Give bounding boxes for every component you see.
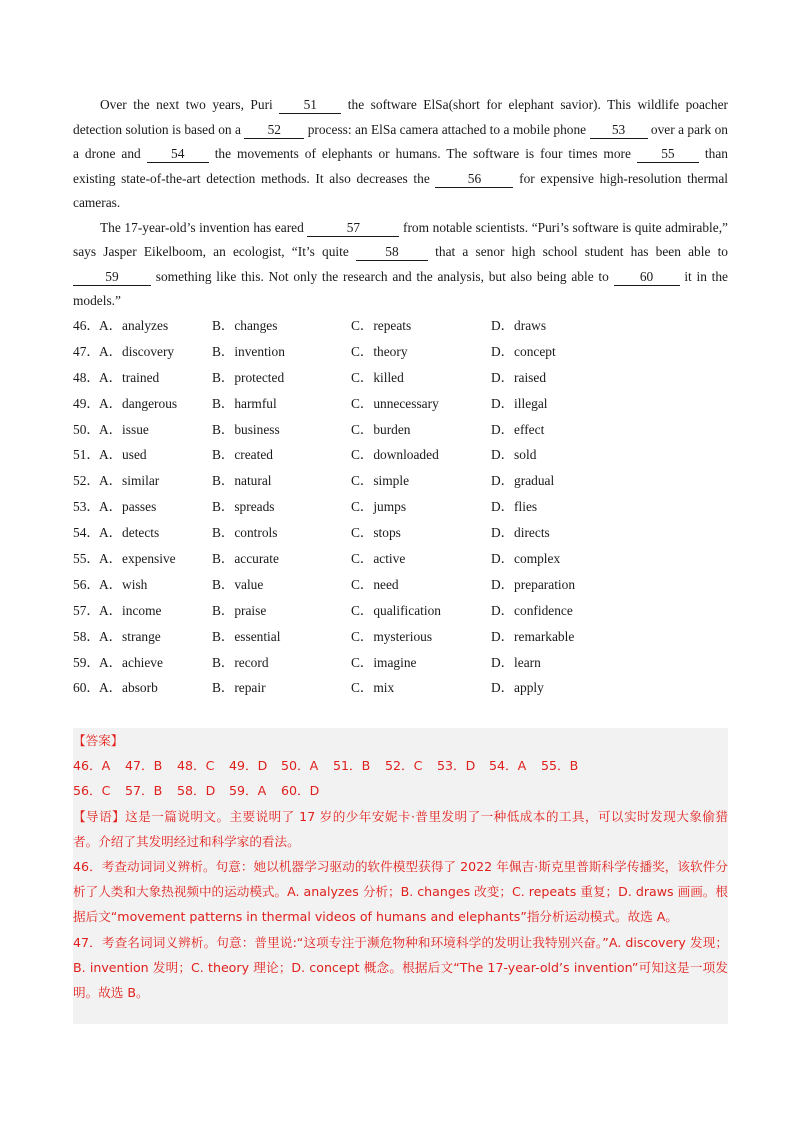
question-number: 51． <box>73 447 100 463</box>
option-d: D．gradual <box>491 473 555 489</box>
option-d: D．draws <box>491 318 547 333</box>
option-a: A．wish <box>99 576 148 592</box>
option-d: D．sold <box>491 447 537 463</box>
explanation-47: 47．考查名词词义辨析。句意：普里说:“这项专注于濒危物种和环境科学的发明让我特别兴奋。”A. discovery 发现；B. invention 发明；C. theory 理论；D. concept 概念。根据后文“The 17-year-old’s invention”可知这是一项发明。故选 B。 <box>73 934 728 1001</box>
question-number: 52． <box>73 473 100 489</box>
question-row <box>73 391 733 417</box>
option-a: A．expensive <box>99 551 176 567</box>
passage-paragraph-2 <box>73 216 728 314</box>
blank-59: 59 <box>73 269 151 286</box>
option-b: B．spreads <box>212 499 275 515</box>
option-c: C．mix <box>351 680 395 696</box>
option-a: A．achieve <box>99 654 163 670</box>
question-number: 58． <box>73 628 100 644</box>
blank-58: 58 <box>356 244 428 261</box>
answer-key: 50．A <box>281 758 319 774</box>
answer-key: 48．C <box>177 758 215 774</box>
question-row <box>73 365 733 391</box>
option-b: B．record <box>212 654 269 670</box>
option-c: C．mysterious <box>351 628 433 644</box>
question-number: 48． <box>73 369 100 385</box>
option-d: D．directs <box>491 525 550 541</box>
passage-text: something like this. Not only the research and the analysis, but also being able to <box>155 268 609 284</box>
option-c: C．killed <box>351 369 404 385</box>
answer-key-row-1 <box>73 753 728 778</box>
option-a: A．issue <box>99 421 149 437</box>
question-number: 47． <box>73 343 100 359</box>
question-row <box>73 572 733 598</box>
option-a: A．passes <box>99 499 157 515</box>
option-a: A．income <box>99 602 162 618</box>
explanation-46: 46．考查动词词义辨析。句意：她以机器学习驱动的软件模型获得了 2022 年佩吉·斯克里普斯科学传播奖，该软件分析了人类和大象热视频中的运动模式。A. analyzes 分析；B. changes 改变；C. repeats 重复；D. draws 画画。根据后文“movement patterns in thermal videos of humans and elephants”指分析运动模式。故选 A。 <box>73 859 728 925</box>
option-c: C．burden <box>351 421 411 437</box>
blank-52: 52 <box>244 122 304 139</box>
option-a: A．discovery <box>99 343 175 359</box>
option-b: B．natural <box>212 473 272 489</box>
question-row <box>73 339 733 365</box>
option-d: D．effect <box>491 421 545 437</box>
blank-55: 55 <box>637 146 699 163</box>
passage-text: over a park on a drone and <box>73 121 728 161</box>
option-c: C．need <box>351 576 399 592</box>
blank-56: 56 <box>435 171 513 188</box>
option-d: D．concept <box>491 343 556 359</box>
question-number: 54． <box>73 525 100 541</box>
question-row <box>73 468 733 494</box>
option-a: A．strange <box>99 628 161 644</box>
passage-text: Over the next two years, Puri <box>100 97 273 112</box>
question-number: 59． <box>73 654 100 670</box>
option-b: B．accurate <box>212 551 279 567</box>
option-d: D．remarkable <box>491 628 575 644</box>
question-number: 53． <box>73 499 100 515</box>
question-row <box>73 650 733 676</box>
question-row <box>73 598 733 624</box>
answer-key: 53．D <box>437 758 476 774</box>
question-row <box>73 675 733 701</box>
question-row <box>73 520 733 546</box>
option-b: B．value <box>212 576 264 592</box>
answer-key: 49．D <box>229 758 268 774</box>
option-d: D．illegal <box>491 395 548 411</box>
question-number: 60． <box>73 680 100 696</box>
question-number: 57． <box>73 602 100 618</box>
blank-60: 60 <box>614 269 680 286</box>
option-a: A．similar <box>99 473 160 489</box>
option-c: C．simple <box>351 473 410 489</box>
option-d: D．confidence <box>491 602 573 618</box>
question-row <box>73 442 733 468</box>
option-c: C．stops <box>351 525 401 541</box>
answer-key: 47．B <box>125 758 163 774</box>
option-b: B．business <box>212 421 280 437</box>
question-row <box>73 546 733 572</box>
option-d: D．complex <box>491 551 561 567</box>
option-c: C．repeats <box>351 318 412 333</box>
question-row <box>73 417 733 443</box>
blank-51: 51 <box>279 97 341 114</box>
option-a: A．detects <box>99 525 160 541</box>
blank-54: 54 <box>147 146 209 163</box>
passage-text: it in the models.” <box>73 268 728 308</box>
option-a: A．absorb <box>99 680 158 696</box>
cloze-passage <box>73 93 728 314</box>
option-b: B．praise <box>212 602 267 618</box>
passage-text: the software ElSa(short for elephant savior). This wildlife poacher detection solution is based on a <box>73 97 728 137</box>
passage-text: process: an ElSa camera attached to a mobile phone <box>307 121 587 137</box>
answer-key: 51．B <box>333 758 371 774</box>
option-b: B．changes <box>212 318 278 333</box>
option-c: C．active <box>351 551 406 567</box>
question-row <box>73 624 733 650</box>
passage-text: for expensive high-resolution thermal cameras. <box>73 170 729 210</box>
option-c: C．unnecessary <box>351 395 439 411</box>
passage-text: than existing state-of-the-art detection methods. It also decreases the <box>73 146 728 186</box>
option-b: B．protected <box>212 369 285 385</box>
answer-key: 52．C <box>385 758 423 774</box>
option-a: A．dangerous <box>99 395 178 411</box>
answer-guide: 【导语】这是一篇说明文。主要说明了 17 岁的少年安妮卡·普里发明了一种低成本的工具，可以实时发现大象偷猎者。介绍了其发明经过和科学家的看法。 <box>73 808 728 849</box>
option-a: A．used <box>99 447 147 463</box>
option-b: B．harmful <box>212 395 277 411</box>
option-d: D．raised <box>491 369 547 385</box>
option-c: C．qualification <box>351 602 441 618</box>
passage-text: The 17-year-old’s invention has eared <box>100 219 304 235</box>
answer-key-row-2 <box>73 778 728 803</box>
option-c: C．imagine <box>351 654 417 670</box>
option-b: B．repair <box>212 680 266 696</box>
option-d: D．preparation <box>491 576 576 592</box>
question-number: 49． <box>73 395 100 411</box>
option-c: C．jumps <box>351 499 407 515</box>
option-c: C．downloaded <box>351 447 439 463</box>
question-number: 50． <box>73 421 100 437</box>
question-row <box>73 313 733 339</box>
option-b: B．created <box>212 447 273 463</box>
option-d: D．learn <box>491 654 541 670</box>
option-b: B．controls <box>212 525 278 541</box>
question-number: 46． <box>73 318 100 333</box>
answer-key: 58．D <box>177 783 216 799</box>
option-b: B．invention <box>212 343 285 359</box>
question-options <box>73 313 733 701</box>
answer-key: 57．B <box>125 783 163 799</box>
answer-section <box>73 728 728 1024</box>
option-a: A．trained <box>99 369 160 385</box>
option-b: B．essential <box>212 628 281 644</box>
passage-text: from notable scientists. “Puri’s software is quite admirable,” says Jasper Eikelboom, an ecologist, “It’s quite <box>73 219 728 259</box>
passage-paragraph-1 <box>73 93 728 216</box>
answer-key: 54．A <box>489 758 527 774</box>
question-number: 55． <box>73 551 100 567</box>
blank-57: 57 <box>307 220 399 237</box>
answer-key: 55．B <box>541 758 579 774</box>
option-a: A．analyzes <box>99 318 169 333</box>
question-row <box>73 494 733 520</box>
answer-heading: 【答案】 <box>73 733 124 748</box>
passage-text: the movements of elephants or humans. The software is four times more <box>214 146 631 161</box>
option-d: D．flies <box>491 499 538 515</box>
blank-53: 53 <box>590 122 648 139</box>
question-number: 56． <box>73 576 100 592</box>
passage-text: that a senor high school student has been able to <box>435 244 728 259</box>
answer-key: 56．C <box>73 783 111 799</box>
answer-key: 59．A <box>229 783 267 799</box>
option-c: C．theory <box>351 343 408 359</box>
option-d: D．apply <box>491 680 544 696</box>
answer-key: 60．D <box>281 783 320 799</box>
answer-key: 46．A <box>73 758 111 774</box>
